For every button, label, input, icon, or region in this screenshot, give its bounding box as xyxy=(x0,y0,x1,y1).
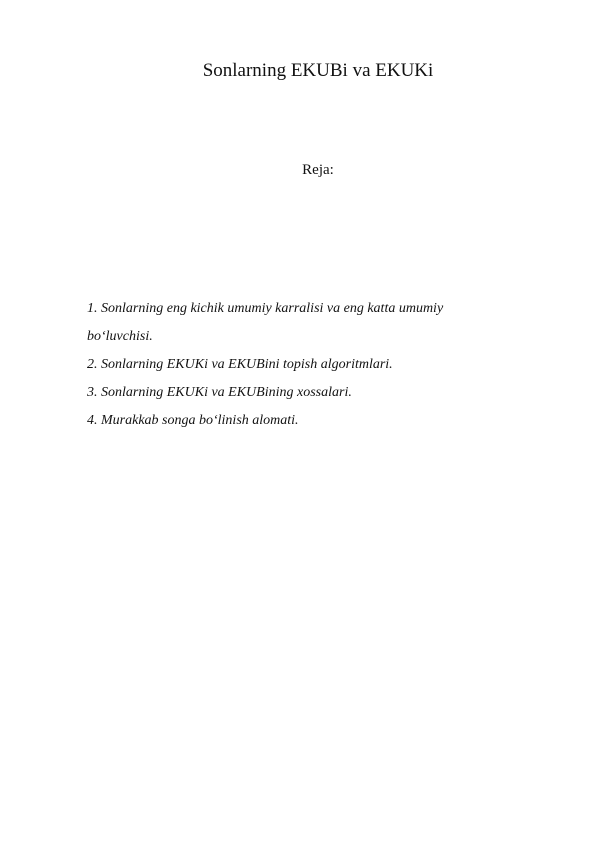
plan-item-2 xyxy=(87,351,527,379)
plan-item-2-text: 2. Sonlarning EKUKi va EKUBini topish algoritmlari. xyxy=(87,357,393,372)
plan-item-3 xyxy=(87,379,527,407)
plan-item-3-text: 3. Sonlarning EKUKi va EKUBining xossalari. xyxy=(87,385,352,400)
plan-item-1-line-2: bo‘luvchisi. xyxy=(87,329,153,344)
plan-item-1 xyxy=(87,295,527,351)
plan-heading: Reja: xyxy=(302,162,334,178)
plan-item-4 xyxy=(87,407,527,435)
plan-item-4-text: 4. Murakkab songa bo‘linish alomati. xyxy=(87,413,299,428)
document-title: Sonlarning EKUBi va EKUKi xyxy=(202,60,434,81)
plan-list xyxy=(87,295,527,435)
plan-item-1-line-1: 1. Sonlarning eng kichik umumiy karralisi va eng katta umumiy xyxy=(87,301,444,316)
